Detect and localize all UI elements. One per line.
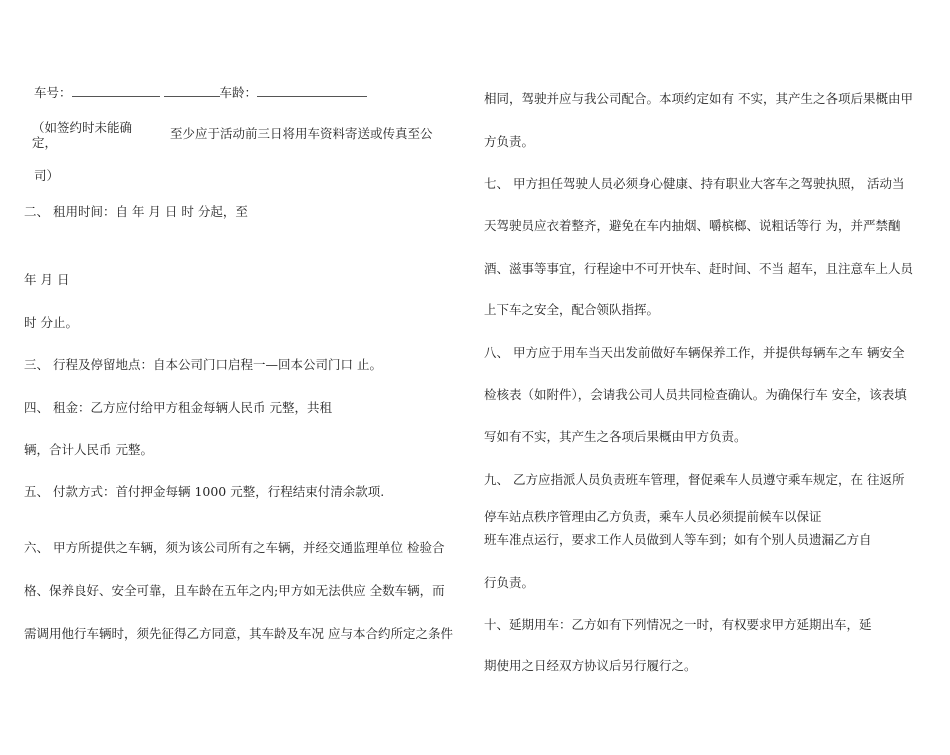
section-9-line-4: 行负责。 — [484, 575, 535, 590]
car-info-line — [34, 84, 367, 101]
note-open: （如签约时未能确 — [32, 120, 133, 135]
section-6-line-2: 格、保养良好、安全可靠，且车龄在五年之内;甲方如无法供应 全数车辆，而 — [24, 583, 445, 598]
section-8-line-1: 八、 甲方应于用车当天出发前做好车辆保养工作，并提供每辆车之车 辆安全 — [484, 345, 905, 360]
section-5: 五、 付款方式：首付押金每辆 1000 元整，行程结束付清余款项. — [24, 484, 385, 499]
section-10-line-2: 期使用之日经双方协议后另行履行之。 — [484, 658, 697, 673]
section-7-line-3: 酒、滋事等事宜，行程途中不可开快车、赶时间、不当 超车，且注意车上人员 — [484, 261, 913, 276]
note-close: 司） — [34, 168, 60, 183]
section-8-line-3: 写如有不实，其产生之各项后果概由甲方负责。 — [484, 429, 747, 444]
section-4-line-2: 辆，合计人民币 元整。 — [24, 442, 153, 457]
section-7-line-1: 七、 甲方担任驾驶人员必须身心健康、持有职业大客车之驾驶执照， 活动当 — [484, 176, 905, 191]
car-age-blank — [257, 84, 367, 97]
clause-6-continued: 相同，驾驶并应与我公司配合。本项约定如有 不实，其产生之各项后果概由甲 — [484, 91, 913, 106]
section-2-line-2: 年 月 日 — [24, 272, 70, 287]
section-2-line-3: 时 分止。 — [24, 315, 78, 330]
section-7-line-2: 天驾驶员应衣着整齐，避免在车内抽烟、嚼槟榔、说粗话等行 为，并严禁酗 — [484, 218, 901, 233]
car-age-label: 车龄： — [219, 85, 258, 100]
section-9-line-3: 班车准点运行，要求工作人员做到人等车到；如有个别人员遗漏乙方自 — [484, 532, 872, 547]
section-8-line-2: 检核表（如附件），会请我公司人员共同检查确认。为确保行车 安全，该表填 — [484, 387, 907, 402]
section-4-line-1: 四、 租金：乙方应付给甲方租金每辆人民币 元整，共租 — [24, 400, 332, 415]
section-3: 三、 行程及停留地点：自本公司门口启程一—回本公司门口 止。 — [24, 357, 382, 372]
section-6-line-1: 六、 甲方所提供之车辆，须为该公司所有之车辆，并经交通监理单位 检验合 — [24, 540, 445, 555]
clause-6-end: 方负责。 — [484, 134, 535, 149]
car-no-blank-2 — [164, 84, 220, 97]
section-7-line-4: 上下车之安全，配合领队指挥。 — [484, 302, 660, 317]
car-no-label: 车号： — [34, 85, 72, 100]
section-9-line-2: 停车站点秩序管理由乙方负责，乘车人员必须提前候车以保证 — [484, 509, 822, 524]
section-6-line-3: 需调用他行车辆时，须先征得乙方同意，其车龄及车况 应与本合约所定之条件 — [24, 626, 453, 641]
note-open-2: 定， — [32, 135, 58, 150]
section-10-line-1: 十、延期用车：乙方如有下列情况之一时，有权要求甲方延期出车，延 — [484, 617, 872, 632]
car-no-blank — [72, 84, 160, 97]
section-9-line-1: 九、 乙方应指派人员负责班车管理，督促乘车人员遵守乘车规定，在 往返所 — [484, 472, 905, 487]
note-right: 至少应于活动前三日将用车资料寄送或传真至公 — [170, 126, 433, 141]
section-2-line-1: 二、 租用时间：自 年 月 日 时 分起，至 — [24, 204, 248, 219]
